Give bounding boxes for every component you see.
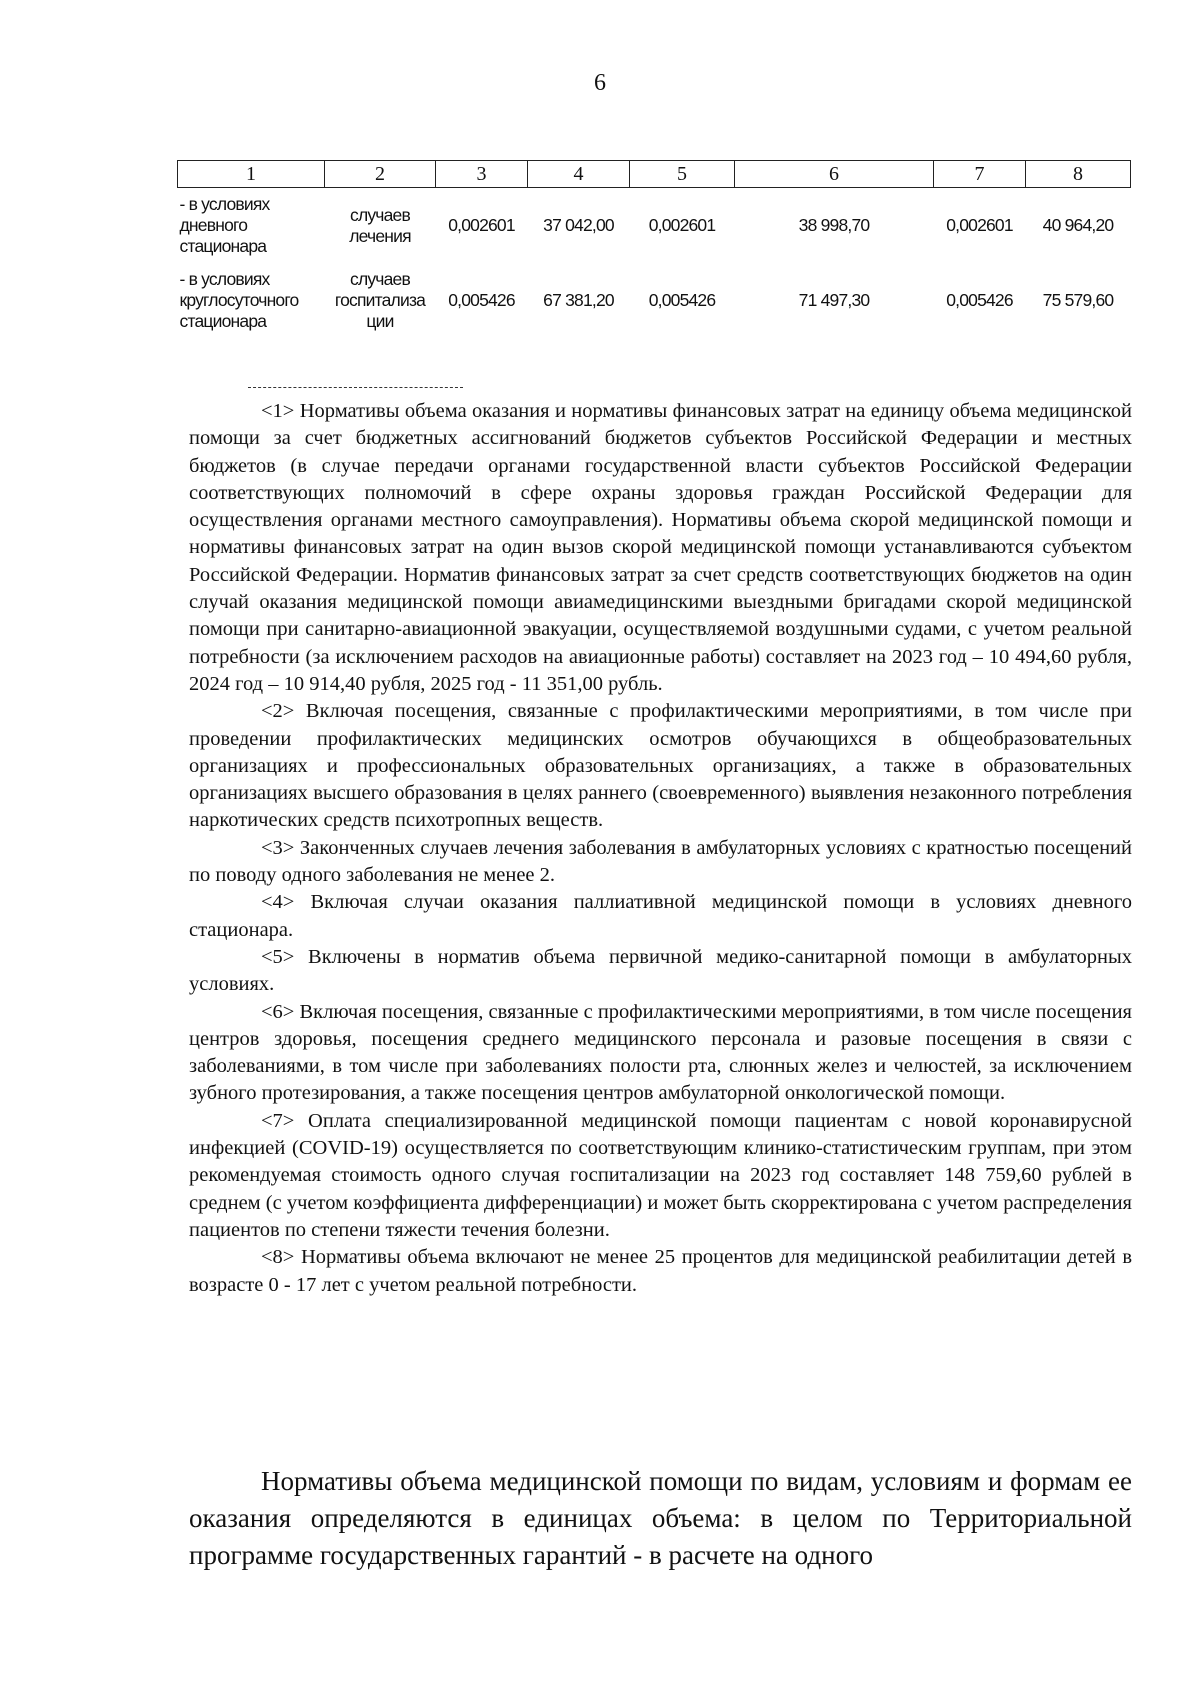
- value-cell: 37 042,00: [543, 215, 614, 235]
- value-cell: 38 998,70: [798, 215, 870, 235]
- footnote: <7> Оплата специализированной медицинской помощи пациентам с новой коронавирусной инфекцией (COVID-19) осуществляется по соответствующим клинико-статистическим группам, при этом рекомендуемая стоимость одного случая госпитализации на 2023 год составляет 148 759,60 рублей в среднем (с учетом коэффициента дифференциации) и может быть скорректирована с учетом распределения пациентов по степени тяжести течения болезни.: [189, 1109, 1132, 1241]
- footnote: <5> Включены в норматив объема первичной медико-санитарной помощи в амбулаторных условиях.: [189, 945, 1132, 996]
- footnote: <4> Включая случаи оказания паллиативной медицинской помощи в условиях дневного стационара.: [189, 891, 1132, 941]
- column-header: 3: [436, 161, 528, 188]
- value-cell: 0,002601: [448, 215, 515, 235]
- value-cell: 0,002601: [648, 215, 716, 235]
- footnote: <8> Нормативы объема включают не менее 25 процентов для медицинской реабилитации детей в возрасте 0 - 17 лет с учетом реальной потребности.: [189, 1246, 1132, 1296]
- row-label: - в условиях круглосуточного стационара: [179, 269, 299, 331]
- column-header: 8: [1026, 161, 1131, 188]
- value-cell: 75 579,60: [1042, 290, 1114, 310]
- footnote: <3> Законченных случаев лечения заболевания в амбулаторных условиях с кратностью посещений по поводу одного заболевания не менее 2.: [189, 836, 1132, 887]
- value-cell: 71 497,30: [798, 290, 870, 310]
- footnote: <1> Нормативы объема оказания и нормативы финансовых затрат на единицу объема медицинской помощи за счет бюджетных ассигнований бюджетов субъектов Российской Федерации и местных бюджетов (в случае передачи органами государственной власти субъектов Российской Федерации соответствующих полномочий в сфере охраны здоровья граждан Российской Федерации для осуществления органами местного самоуправления). Нормативы объема скорой медицинской помощи и нормативы финансовых затрат на один вызов скорой медицинской помощи устанавливаются субъектом Российской Федерации. Норматив финансовых затрат за счет средств соответствующих бюджетов на один случай оказания медицинской помощи авиамедицинскими выездными бригадами скорой медицинской помощи при санитарно-авиационной эвакуации, осуществляемой воздушными судами, с учетом реальной потребности (за исключением расходов на авиационные работы) составляет на 2023 год – 10 494,60 рубля, 2024 год – 10 914,40 рубля, 2025 год - 11 351,00 рубль.: [189, 400, 1132, 695]
- footnote: <6> Включая посещения, связанные с профилактическими мероприятиями, в том числе посещения центров здоровья, посещения среднего медицинского персонала и разовые посещения в связи с заболеваниями, в том числе при заболеваниях полости рта, слюнных желез и челюстей, за исключением зубного протезирования, а также посещения центров амбулаторной онкологической помощи.: [189, 1000, 1132, 1105]
- column-header: 7: [934, 161, 1026, 188]
- footnote-separator: [248, 387, 463, 388]
- value-cell: 0,002601: [946, 215, 1013, 235]
- page-number: 6: [594, 70, 606, 96]
- value-cell: 0,005426: [946, 290, 1013, 310]
- column-header: 2: [325, 161, 436, 188]
- column-header: 1: [178, 161, 325, 188]
- unit-cell: случаев лечения: [349, 204, 411, 246]
- footnote: <2> Включая посещения, связанные с профилактическими мероприятиями, в том числе при проведении профилактических медицинских осмотров обучающихся в общеобразовательных организациях и профессиональных образовательных организациях, а также в образовательных организациях высшего образования в целях раннего (своевременного) выявления незаконного потребления наркотических средств психотропных веществ.: [189, 700, 1132, 832]
- norms-table: [177, 160, 1131, 338]
- body-text: [189, 1463, 1132, 1574]
- value-cell: 67 381,20: [543, 290, 614, 310]
- value-cell: 0,005426: [448, 290, 515, 310]
- table-header-row: [178, 161, 1131, 188]
- closing-paragraph: Нормативы объема медицинской помощи по видам, условиям и формам ее оказания определяются в единицах объема: в целом по Территориальной программе государственных гарантий - в расчете на одного: [189, 1466, 1132, 1570]
- footnotes: [189, 398, 1132, 1299]
- unit-cell: случаев госпитализа ции: [334, 269, 426, 331]
- column-header: 4: [528, 161, 630, 188]
- table-row: [178, 188, 1131, 264]
- row-label: - в условиях дневного стационара: [179, 194, 270, 256]
- table-row: [178, 263, 1131, 338]
- value-cell: 40 964,20: [1042, 215, 1114, 235]
- column-header: 5: [630, 161, 735, 188]
- column-header: 6: [735, 161, 934, 188]
- value-cell: 0,005426: [648, 290, 716, 310]
